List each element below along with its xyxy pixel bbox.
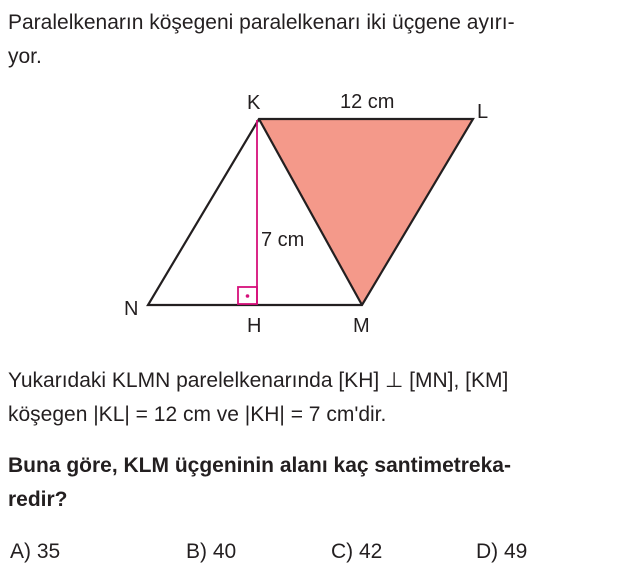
choice-b[interactable]: B) 40 xyxy=(186,540,237,563)
side-label-kl: 12 cm xyxy=(340,91,395,113)
vertex-label-k: K xyxy=(247,92,261,114)
vertex-label-h: H xyxy=(247,315,262,337)
question-line-2: köşegen |KL| = 12 cm ve |KH| = 7 cm'dir. xyxy=(8,403,387,426)
question-text xyxy=(8,364,613,432)
intro-line-2: yor. xyxy=(8,45,42,68)
choice-d[interactable]: D) 49 xyxy=(476,540,528,563)
height-label-kh: 7 cm xyxy=(261,229,305,251)
vertex-label-n: N xyxy=(124,298,139,320)
choice-c[interactable]: C) 42 xyxy=(331,540,383,563)
triangle-klm-shaded xyxy=(259,119,473,305)
vertex-label-m: M xyxy=(353,315,370,337)
question-prompt xyxy=(8,449,613,517)
vertex-label-l: L xyxy=(477,101,489,123)
choice-a[interactable]: A) 35 xyxy=(10,540,61,563)
question-line-1: Yukarıdaki KLMN parelelkenarında [KH] ⊥ [MN], [KM] xyxy=(8,369,509,392)
right-angle-dot xyxy=(246,294,250,298)
prompt-line-2: redir? xyxy=(8,488,68,511)
intro-line-1: Paralelkenarın köşegeni paralelkenarı iki üçgene ayırı- xyxy=(8,11,515,34)
answer-choices xyxy=(0,535,625,569)
prompt-line-1: Buna göre, KLM üçgeninin alanı kaç santimetreka- xyxy=(8,454,511,477)
